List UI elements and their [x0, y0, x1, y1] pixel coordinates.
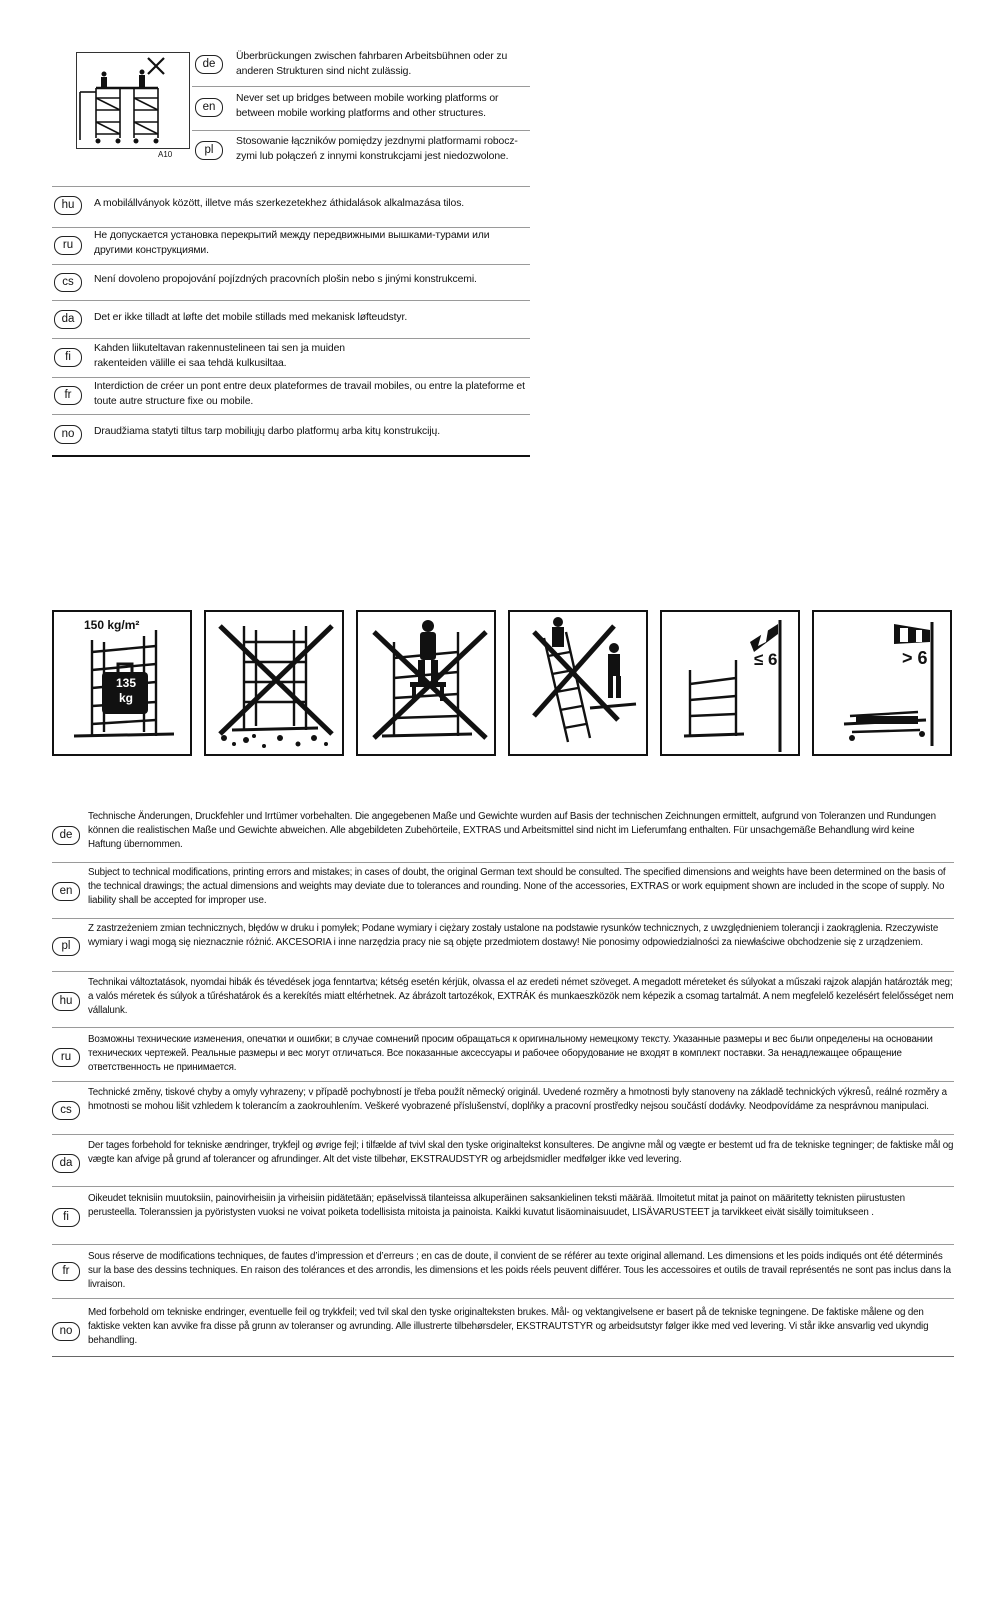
language-badge-ru: ru: [54, 236, 82, 255]
language-badge-en: en: [52, 882, 80, 901]
disclaimer-text-da: Der tages forbehold for tekniske ændringer, trykfejl og øvrige fejl; i tilfælde af tvivl skal den tyske originaltekst konsulteres. De angivne mål og vægte er bestemt ud fra de tekniske tegninger; de faktiske mål og vægte kan afvige på grund af tolerancer og afrundinger. Alt det viste tilbehør, EKSTRAUDSTYR og arbejdsmidler medfølger ikke ved levering.: [88, 1140, 954, 1166]
divider: [52, 186, 530, 187]
language-badge-hu: hu: [54, 196, 82, 215]
load-capacity-label: 150 kg/m²: [84, 618, 140, 632]
warning-text-en: Never set up bridges between mobile working platforms or between mobile working platforms and other structures.: [236, 93, 499, 119]
warning-text-de: Überbrückungen zwischen fahrbaren Arbeitsbühnen oder zu anderen Strukturen sind nicht zulässig.: [236, 51, 508, 77]
language-badge-de: de: [52, 826, 80, 845]
divider: [52, 862, 954, 863]
language-badge-no: no: [54, 425, 82, 444]
language-badge-fi: fi: [54, 348, 82, 367]
language-badge-da: da: [54, 310, 82, 329]
language-badge-fi: fi: [52, 1208, 80, 1227]
wind-force-max-label: ≤ 6: [754, 650, 778, 669]
divider: [52, 377, 530, 378]
wind-force-exceeded-label: > 6: [902, 648, 928, 668]
disclaimer-text-fr: Sous réserve de modifications techniques, de fautes d’impression et d’erreurs ; en cas de doute, il convient de se référer au texte original allemand. Les dimensions et les poids indiqués ont été déterminés sur la base des dessins techniques. En raison des tolérances et des arrondis, les dimensions et les poids réels peuvent différer. Tous les accessoires et outils de travail représentés ne sont pas inclus dans la livraison.: [88, 1251, 951, 1291]
language-badge-pl: pl: [52, 937, 80, 956]
warning-text-da: Det er ikke tilladt at løfte det mobile stillads med mekanisk løfteudstyr.: [94, 312, 408, 323]
divider: [52, 1298, 954, 1299]
disclaimer-text-fi: Oikeudet teknisiin muutoksiin, painovirheisiin ja virheisiin pidätetään; epäselvissä tilanteissa alkuperäinen saksankielinen teksti määrää. Ilmoitetut mitat ja painot on määritetty teknisten piirustusten perusteella. Toleranssien ja pyöristysten vuoksi ne voivat poiketa todellisista mitoista ja painoista. Kaikki kuvatut lisäominaisuudet, LISÄVARUSTEET ja tarvikkeet eivät sisälly toimitukseen .: [88, 1193, 905, 1219]
divider: [52, 1186, 954, 1187]
disclaimer-text-pl: Z zastrzeżeniem zmian technicznych, błędów w druku i pomyłek; Podane wymiary i ciężary zostały ustalone na podstawie rysunków technicznych, z uwzględnieniem tolerancji i zaokrąglenia. Rzeczywiste wymiary i wagi mogą się nieznacznie różnić. AKCESORIA i inne narzędzia pracy nie są objęte przedmiotem dostawy! Nie ponosimy odpowiedzialności za niewłaściwe obchodzenie się z urządzeniem.: [88, 923, 939, 949]
language-badge-ru: ru: [52, 1048, 80, 1067]
no-stool-on-platform-icon: [358, 612, 496, 756]
figure-label: A10: [158, 150, 173, 159]
no-raising-height-pictogram: [356, 610, 496, 756]
warning-text-cs: Není dovoleno propojování pojízdných pracovních plošin nebo s jinými konstrukcemi.: [94, 274, 477, 285]
load-capacity-pictogram: [52, 610, 192, 756]
weight-unit: kg: [118, 691, 133, 705]
language-badge-pl: pl: [195, 141, 223, 160]
language-badge-en: en: [195, 98, 223, 117]
no-crane-lifting-pictogram: [508, 610, 648, 756]
warning-text-fr: Interdiction de créer un pont entre deux plateformes de travail mobiles, ou entre la plateforme et toute autre structure fixe ou mobile.: [94, 381, 525, 407]
divider: [52, 414, 530, 415]
weight-value: 135: [115, 676, 137, 690]
warning-text-fi: Kahden liikuteltavan rakennustelineen tai sen ja muiden rakenteiden välille ei saa tehdä kulkusiltaa.: [94, 343, 345, 369]
disclaimer-text-de: Technische Änderungen, Druckfehler und Irrtümer vorbehalten. Die angegebenen Maße und Gewichte wurden auf Basis der technischen Zeichnungen ermittelt, aufgrund von Toleranzen und Rundungen können die realistischen Maße und Gewichte abweichen. Alle abgebildeten Zubehörteile, EXTRAS und Arbeitsmittel sind nicht im Lieferumfang enthalten. Für unsachgemäße Behandlung wird keine Haftung übernommen.: [88, 811, 936, 851]
disclaimer-text-en: Subject to technical modifications, printing errors and mistakes; in cases of doubt, the original German text should be consulted. The specified dimensions and weights have been determined on the basis of the technical drawings; the actual dimensions and weights may deviate due to tolerances and rounding. None of the accessories, EXTRAS or work equipment shown are included in the scope of supply. No liability shall be accepted for improper use.: [88, 867, 946, 907]
language-badge-de: de: [195, 55, 223, 74]
language-badge-fr: fr: [52, 1262, 80, 1281]
disclaimer-text-cs: Technické změny, tiskové chyby a omyly vyhrazeny; v případě pochybností je třeba použít německý originál. Uvedené rozměry a hmotnosti byly stanoveny na základě technických výkresů, reálné rozměry a hmotnosti se mohou lišit vzhledem k tolerancím a zaokrouhlením. Veškeré vyobrazené příslušenství, doplňky a pracovní prostředky nejsou součástí dodávky. Neodpovídáme za nesprávnou manipulaci.: [88, 1087, 947, 1113]
wind-limit-ok-pictogram: [660, 610, 800, 756]
language-badge-fr: fr: [54, 386, 82, 405]
divider: [52, 1027, 954, 1028]
language-badge-no: no: [52, 1322, 80, 1341]
divider: [192, 86, 530, 87]
divider: [52, 1244, 954, 1245]
divider: [52, 300, 530, 301]
divider: [52, 338, 530, 339]
divider: [52, 918, 954, 919]
warning-text-ru: Не допускается установка перекрытий между передвижными вышками-турами или другими конструкциями.: [94, 230, 490, 256]
scaffold-bridge-icon: [76, 52, 190, 162]
divider: [52, 1356, 954, 1357]
divider: [52, 264, 530, 265]
bridge-warning-figure: [76, 52, 190, 159]
disclaimer-text-hu: Technikai változtatások, nyomdai hibák és tévedések joga fenntartva; kétség esetén kérjük, olvassa el az eredeti német szöveget. A megadott méreteket és súlyokat a műszaki rajzok alapján határozták meg; a valós méretek és súlyok a tűréshatárok és a kerekítés miatt eltérhetnek. Az ábrázolt tartozékok, EXTRÁK és munkaeszközök nem képezik a csomag tartalmát. A nem megfelelő kezelésért felelősséget nem vállalunk.: [88, 977, 954, 1017]
warning-text-hu: A mobilállványok között, illetve más szerkezetekhez áthidalások alkalmazása tilos.: [94, 198, 465, 209]
section-end-rule: [52, 455, 530, 457]
warning-text-pl: Stosowanie łączników pomiędzy jezdnymi platformami robocz- zymi lub połączeń z innymi konstrukcjami jest niedozwolone.: [236, 136, 518, 162]
divider: [192, 130, 530, 131]
disclaimer-text-no: Med forbehold om tekniske endringer, eventuelle feil og trykkfeil; ved tvil skal den tyske originalteksten brukes. Mål- og vektangivelsene er basert på de tekniske tegningene. De faktiske målene og den faktiske vekten kan avvike fra disse på grunn av toleranser og avrunding. Alle illustrerte tilbehørsdeler, EKSTRAUTSTYR og arbeidsutstyr følger ikke med ved levering. Vi står ikke ansvarlig ved ukyndig behandling.: [88, 1307, 929, 1347]
language-badge-da: da: [52, 1154, 80, 1173]
wind-limit-exceeded-pictogram: [812, 610, 952, 756]
no-tilting-scaffold-icon: [510, 612, 648, 756]
warning-text-no: Draudžiama statyti tiltus tarp mobiliųjų darbo platformų arba kitų konstrukcijų.: [94, 426, 441, 437]
no-unstable-ground-icon: [206, 612, 344, 756]
divider: [52, 1134, 954, 1135]
divider: [52, 227, 530, 228]
language-badge-cs: cs: [52, 1101, 80, 1120]
unstable-ground-pictogram: [204, 610, 344, 756]
divider: [52, 971, 954, 972]
divider: [52, 1081, 954, 1082]
windsock-storm-icon: [814, 612, 952, 756]
language-badge-hu: hu: [52, 992, 80, 1011]
language-badge-cs: cs: [54, 273, 82, 292]
disclaimer-text-ru: Возможны технические изменения, опечатки и ошибки; в случае сомнений просим обращаться к оригинальному немецкому тексту. Указанные размеры и вес были определены на основании технических чертежей. Реальные размеры и вес могут отличаться. Все показанные аксессуары и рабочее оборудование не входят в комплект поставки. За ненадлежащее обращение ответственность не принимается.: [88, 1034, 933, 1074]
windsock-icon: [662, 612, 800, 756]
